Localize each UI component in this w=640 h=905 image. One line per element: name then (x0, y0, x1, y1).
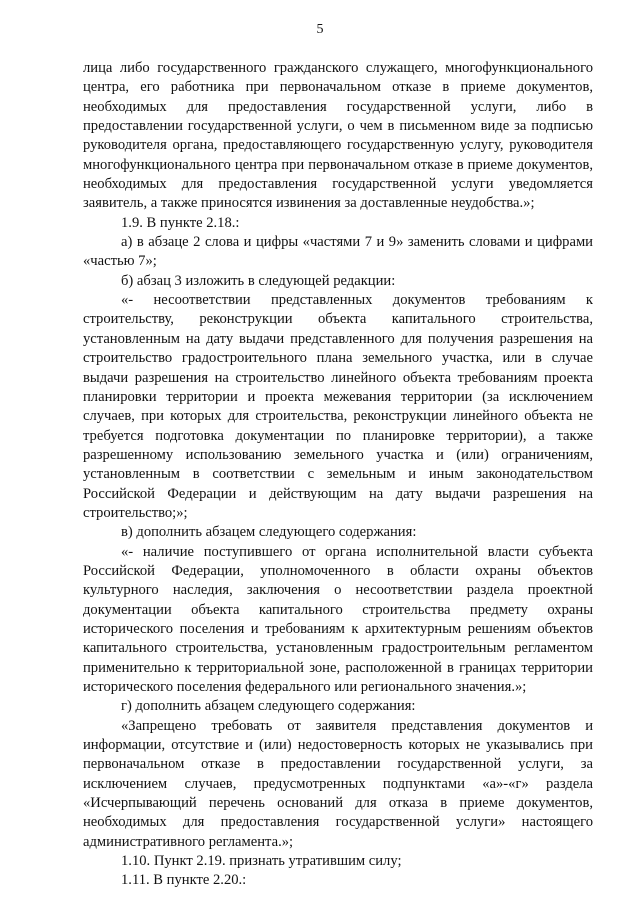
paragraph-item-1-11: 1.11. В пункте 2.20.: (121, 872, 247, 889)
paragraph-quote-v: «- наличие поступившего от органа исполнительной власти субъекта Российской Федерации, уполномоченного в области охраны объектов культурного наследия, заключения о несоответствии раздела проектной документации объекта капитального строительства предмету охраны исторического поселения и требованиям к архитектурным решениям объектов капитального строительства, установленным градостроительным регламентом применительно к территориальной зоне, расположенной в границах территории исторического поселения федерального или регионального значения.»; (83, 543, 593, 695)
paragraph-continuation: лица либо государственного гражданского служащего, многофункционального центра, его работника при первоначальном отказе в приеме документов, необходимых для предоставления государственной услуги, либо в предоставлении государственной услуги, о чем в письменном виде за подписью руководителя органа, предоставляющего государственную услугу, руководителя многофункционального центра при первоначальном отказе в приеме документов, необходимых для предоставления государственной услуги уведомляется заявитель, а также приносятся извинения за доставленные неудобства.»; (83, 60, 593, 212)
paragraph-item-1-9: 1.9. В пункте 2.18.: (121, 214, 240, 231)
document-body (83, 59, 593, 891)
paragraph-quote-g: «Запрещено требовать от заявителя представления документов и информации, отсутствие и (или) недостоверность которых не указывались при первоначальном отказе в предоставлении государственной услуги, за исключением случаев, предусмотренных подпунктами «а»-«г» раздела «Исчерпывающий перечень оснований для отказа в приеме документов, необходимых для предоставления государственной услуги» настоящего административного регламента.»; (83, 717, 593, 850)
paragraph-item-1-9-a: а) в абзаце 2 слова и цифры «частями 7 и 9» заменить словами и цифрами «частью 7»; (83, 234, 593, 270)
paragraph-item-1-9-b: б) абзац 3 изложить в следующей редакции: (121, 272, 396, 289)
paragraph-quote-b: «- несоответствии представленных документов требованиям к строительству, реконструкции объекта капитального строительства, установленным на дату выдачи представленного для получения разрешения на строительство градостроительного плана земельного участка, или в случае выдачи разрешения на строительство линейного объекта требованиям проекта планировки территории и проекта межевания территории (за исключением случаев, при которых для строительства, реконструкции линейного объекта не требуется подготовка документации по планировке территории), а также разрешенному использованию земельного участка и (или) ограничениям, установленным в соответствии с земельным и иным законодательством Российской Федерации и действующим на дату выдачи разрешения на строительство;»; (83, 292, 593, 521)
paragraph-item-1-9-v: в) дополнить абзацем следующего содержания: (121, 524, 417, 541)
page-number: 5 (316, 22, 324, 37)
paragraph-item-1-10: 1.10. Пункт 2.19. признать утратившим силу; (121, 853, 402, 870)
paragraph-item-1-9-g: г) дополнить абзацем следующего содержания: (121, 698, 416, 715)
